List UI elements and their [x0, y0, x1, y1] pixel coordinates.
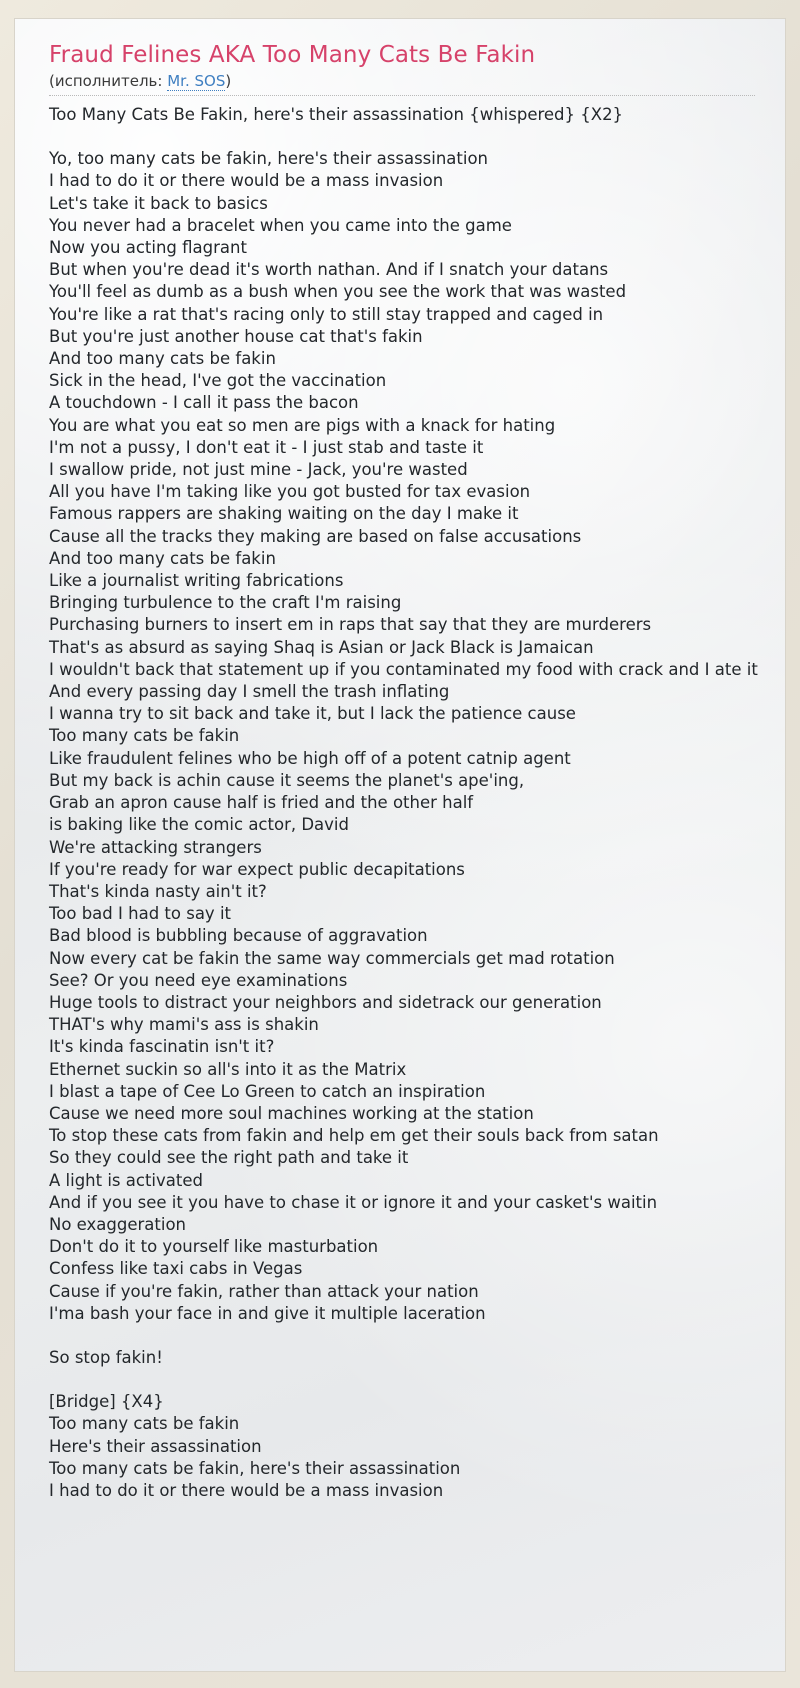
lyrics-line: You never had a bracelet when you came into the game: [49, 215, 512, 235]
lyrics-line: Cause we need more soul machines working at the station: [49, 1103, 534, 1123]
lyrics-line: I had to do it or there would be a mass invasion: [49, 171, 444, 191]
lyrics-line: Confess like taxi cabs in Vegas: [49, 1259, 303, 1279]
lyrics-line: Too Many Cats Be Fakin, here's their assassination {whispered} {X2}: [49, 105, 624, 124]
lyrics-line: Let's take it back to basics: [49, 193, 268, 213]
lyrics-line: No exaggeration: [49, 1214, 187, 1234]
lyrics-line: Too bad I had to say it: [49, 904, 231, 924]
lyrics-line: I'ma bash your face in and give it multiple laceration: [49, 1303, 486, 1323]
lyrics-line: And every passing day I smell the trash inflating: [49, 682, 450, 702]
lyrics-line: You are what you eat so men are pigs with a knack for hating: [49, 415, 556, 435]
lyrics-line: Like fraudulent felines who be high off of a potent catnip agent: [49, 748, 571, 768]
lyrics-line: Cause all the tracks they making are based on false accusations: [49, 526, 582, 546]
lyrics-line: THAT's why mami's ass is shakin: [49, 1015, 319, 1035]
lyrics-spacer: [49, 1369, 763, 1391]
lyrics-line: And too many cats be fakin: [49, 548, 276, 568]
lyrics-line: We're attacking strangers: [49, 837, 262, 857]
lyrics-line: Now you acting flagrant: [49, 238, 247, 258]
lyrics-line: To stop these cats from fakin and help em get their souls back from satan: [49, 1126, 659, 1146]
header-divider: [49, 95, 755, 96]
page-title: Fraud Felines AKA Too Many Cats Be Fakin: [49, 42, 536, 68]
artist-suffix-label: ): [225, 72, 232, 90]
lyrics-line: See? Or you need eye examinations: [49, 970, 348, 990]
lyrics-line: Cause if you're fakin, rather than attack your nation: [49, 1281, 479, 1301]
lyrics-body: [49, 104, 763, 1502]
lyrics-sheet: [14, 18, 786, 1672]
lyrics-line: A touchdown - I call it pass the bacon: [49, 393, 359, 413]
lyrics-line: If you're ready for war expect public decapitations: [49, 859, 465, 879]
lyrics-line: Ethernet suckin so all's into it as the Matrix: [49, 1059, 407, 1079]
lyrics-spacer: [49, 1325, 763, 1347]
lyrics-line: Bringing turbulence to the craft I'm raising: [49, 593, 402, 613]
lyrics-line: Like a journalist writing fabrications: [49, 571, 344, 591]
lyrics-line: Purchasing burners to insert em in raps that say that they are murderers: [49, 615, 652, 635]
lyrics-line: And if you see it you have to chase it or ignore it and your casket's waitin: [49, 1192, 658, 1212]
lyrics-line: Too many cats be fakin, here's their assassination: [49, 1458, 461, 1478]
lyrics-line: Don't do it to yourself like masturbation: [49, 1237, 379, 1257]
lyrics-line: So stop fakin!: [49, 1347, 163, 1367]
lyrics-line: That's as absurd as saying Shaq is Asian or Jack Black is Jamaican: [49, 637, 594, 657]
lyrics-line: You'll feel as dumb as a bush when you see the work that was wasted: [49, 282, 627, 302]
artist-line: [49, 71, 763, 91]
lyrics-line: And too many cats be fakin: [49, 349, 276, 369]
lyrics-line: It's kinda fascinatin isn't it?: [49, 1037, 275, 1057]
lyrics-line: Grab an apron cause half is fried and the other half: [49, 793, 474, 813]
lyrics-line: I had to do it or there would be a mass invasion: [49, 1480, 444, 1500]
lyrics-line: I swallow pride, not just mine - Jack, you're wasted: [49, 460, 468, 480]
lyrics-line: I wouldn't back that statement up if you contaminated my food with crack and I ate it: [49, 659, 758, 679]
lyrics-line: is baking like the comic actor, David: [49, 815, 349, 835]
lyrics-line: Yo, too many cats be fakin, here's their assassination: [49, 149, 489, 169]
lyrics-line: Famous rappers are shaking waiting on the day I make it: [49, 504, 519, 524]
lyrics-line: Now every cat be fakin the same way commercials get mad rotation: [49, 948, 615, 968]
lyrics-line: Sick in the head, I've got the vaccination: [49, 371, 387, 391]
lyrics-line: I wanna try to sit back and take it, but I lack the patience cause: [49, 704, 576, 724]
lyrics-line: All you have I'm taking like you got busted for tax evasion: [49, 482, 531, 502]
artist-link[interactable]: Mr. SOS: [167, 72, 226, 90]
lyrics-line: A light is activated: [49, 1170, 203, 1190]
lyrics-line: I'm not a pussy, I don't eat it - I just stab and taste it: [49, 437, 484, 457]
lyrics-line: [Bridge] {X4}: [49, 1392, 164, 1412]
lyrics-line: But when you're dead it's worth nathan. And if I snatch your datans: [49, 260, 609, 280]
artist-prefix-label: (исполнитель:: [49, 72, 163, 90]
lyrics-line: Too many cats be fakin: [49, 1414, 240, 1434]
lyrics-line: I blast a tape of Cee Lo Green to catch an inspiration: [49, 1081, 486, 1101]
lyrics-line: That's kinda nasty ain't it?: [49, 881, 267, 901]
lyrics-line: Huge tools to distract your neighbors and sidetrack our generation: [49, 992, 602, 1012]
lyrics-line: But my back is achin cause it seems the planet's ape'ing,: [49, 770, 525, 790]
lyrics-line: So they could see the right path and take it: [49, 1148, 409, 1168]
lyrics-line: You're like a rat that's racing only to still stay trapped and caged in: [49, 304, 604, 324]
lyrics-line: But you're just another house cat that's fakin: [49, 326, 423, 346]
lyrics-line: Here's their assassination: [49, 1436, 262, 1456]
lyrics-spacer: [49, 126, 763, 148]
lyrics-line: Bad blood is bubbling because of aggravation: [49, 926, 428, 946]
lyrics-line: Too many cats be fakin: [49, 726, 240, 746]
